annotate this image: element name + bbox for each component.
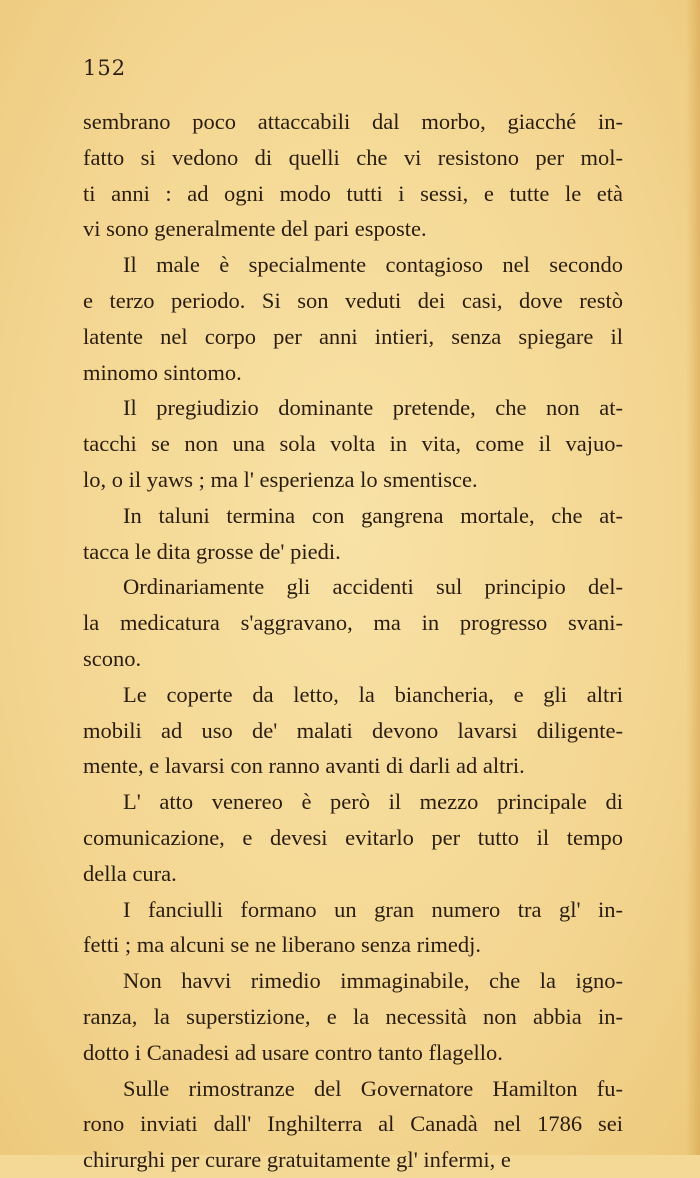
text-line: e terzo periodo. Si son veduti dei casi, dove restò [83,287,623,313]
text-line: tacchi se non una sola volta in vita, come il vajuo- [83,431,623,457]
paragraph [83,677,623,784]
text-line: la medicatura s'aggravano, ma in progresso svani- [83,610,623,636]
text-line: fatto si vedono di quelli che vi resistono per mol- [83,144,623,170]
paragraph [83,247,623,390]
text-line: tacca le dita grosse de' piedi. [83,538,341,564]
text-line: L' atto venereo è però il mezzo principale di [123,789,623,815]
text-line: dotto i Canadesi ad usare contro tanto flagello. [83,1039,503,1065]
text-line: mente, e lavarsi con ranno avanti di darli ad altri. [83,753,525,779]
text-line: Non havvi rimedio immaginabile, che la igno- [123,968,623,994]
page-number: 152 [83,56,127,80]
text-line: comunicazione, e devesi evitarlo per tutto il tempo [83,824,623,850]
text-line: Il male è specialmente contagioso nel secondo [123,252,623,278]
paragraph [83,784,623,891]
text-line: vi sono generalmente del pari esposte. [83,216,427,242]
paragraph [83,963,623,1070]
text-line: Il pregiudizio dominante pretende, che non at- [123,395,623,421]
paragraph [83,498,623,570]
text-line: minomo sintomo. [83,359,242,385]
text-line: In taluni termina con gangrena mortale, che at- [123,502,623,528]
paragraph [83,390,623,497]
paragraph [83,892,623,964]
paragraph [83,104,623,247]
text-line: sembrano poco attaccabili dal morbo, giacché in- [83,109,623,134]
text-line: della cura. [83,860,177,886]
text-line: lo, o il yaws ; ma l' esperienza lo smentisce. [83,466,478,492]
text-line: I fanciulli formano un gran numero tra gl' in- [123,896,623,922]
body-text [83,104,623,1178]
text-line: latente nel corpo per anni intieri, senza spiegare il [83,323,623,349]
text-line: ti anni : ad ogni modo tutti i sessi, e tutte le età [83,180,623,206]
paragraph [83,569,623,676]
text-line: Le coperte da letto, la biancheria, e gli altri [123,681,623,707]
text-line: rono inviati dall' Inghilterra al Canadà nel 1786 sei [83,1111,623,1137]
text-line: chirurghi per curare gratuitamente gl' infermi, e [83,1147,511,1173]
paragraph [83,1071,623,1178]
text-line: Sulle rimostranze del Governatore Hamilton fu- [123,1075,623,1101]
text-line: mobili ad uso de' malati devono lavarsi diligente- [83,717,623,743]
text-line: ranza, la superstizione, e la necessità non abbia in- [83,1003,623,1029]
page-edge-shadow [686,0,700,1155]
text-line: fetti ; ma alcuni se ne liberano senza rimedj. [83,932,481,958]
text-line: Ordinariamente gli accidenti sul principio del- [123,574,623,600]
text-line: scono. [83,645,142,671]
